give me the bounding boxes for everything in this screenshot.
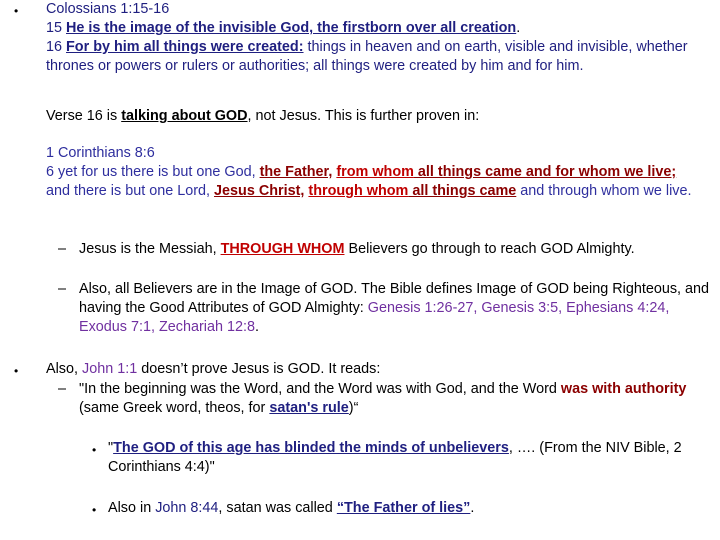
john-quote-close: )“ (348, 400, 359, 416)
bullet-marker: • (14, 4, 19, 18)
sub-bullet-marker: • (92, 443, 97, 457)
dash-marker: – (58, 281, 67, 297)
image-of-god-paragraph (79, 280, 711, 337)
dash-marker: – (58, 241, 67, 257)
verse-16-note-post: , not Jesus. This is further proven in: (247, 108, 480, 124)
john-pre: Also, (46, 361, 82, 377)
messiah-line (79, 240, 711, 259)
scripture-references[interactable]: Genesis 1:26-27, Genesis 3:5, Ephesians 4:24, Exodus 7:1, Zechariah 12:8 (79, 300, 670, 335)
corinthians-text: and through whom we live. (516, 183, 692, 199)
verse-16-note (46, 107, 711, 126)
all-things-came-2-link[interactable]: all things came (408, 183, 517, 199)
from-whom-link[interactable]: from whom (336, 164, 414, 180)
the-father-link[interactable]: the Father, (259, 164, 333, 180)
messiah-post: Believers go through to reach GOD Almighty. (344, 241, 635, 257)
verse-15-number: 15 (46, 20, 67, 36)
sub-bullet-marker: • (92, 503, 97, 517)
corinthians-passage (46, 144, 696, 201)
john844-end: . (470, 500, 475, 516)
verse-16-text: things in heaven and on earth, visible and invisible, whether thrones or powers or rulers or authorities; all things were created by him and for him. (46, 39, 688, 74)
colossians-reference: Colossians 1:15-16 (46, 1, 170, 17)
corinthians-reference: 1 Corinthians 8:6 (46, 145, 155, 161)
verse-16-link[interactable]: For by him all things were created: (66, 39, 304, 55)
jesus-christ-link[interactable]: Jesus Christ, (214, 183, 305, 199)
corinthians-text: and there is but one Lord, (46, 183, 215, 199)
god-of-this-age-link[interactable]: The GOD of this age has blinded the minds of unbelievers (113, 440, 509, 456)
john-quote-mid: (same Greek word, theos, for (79, 400, 270, 416)
niv-quote (108, 439, 711, 477)
image-of-god-end: . (255, 319, 259, 335)
niv-open: " (108, 440, 114, 456)
bullet-marker: • (14, 364, 19, 378)
talking-about-god-link[interactable]: talking about GOD (121, 108, 248, 124)
verse-15-link[interactable]: He is the image of the invisible God, the firstborn over all creation (66, 20, 517, 36)
john-post: doesn’t prove Jesus is GOD. It reads: (137, 361, 381, 377)
john-quote (79, 380, 711, 418)
satans-rule-link[interactable]: satan's rule (269, 400, 349, 416)
colossians-passage (46, 0, 711, 76)
father-of-lies-link[interactable]: “The Father of lies” (336, 500, 471, 516)
image-of-god-text: Also, all Believers are in the Image of GOD. The Bible defines Image of GOD being Righteous, and having the Good Attributes of GOD Almighty: (79, 281, 710, 316)
messiah-pre: Jesus is the Messiah, (79, 241, 221, 257)
john-1-1-line (46, 360, 711, 379)
through-whom-emphasis-link[interactable]: THROUGH WHOM (220, 241, 345, 257)
verse-15-end: . (516, 20, 521, 36)
john-quote-open: "In the beginning was the Word, and the Word was with God, and the Word (79, 381, 561, 397)
all-things-came-link[interactable]: all things came and for whom we live; (413, 164, 677, 180)
was-with-authority: was with authority (560, 381, 687, 397)
corinthians-text: 6 yet for us there is but one God, (46, 164, 260, 180)
verse-16-number: 16 (46, 39, 67, 55)
john844-pre: Also in (108, 500, 156, 516)
niv-rest: , …. (From the NIV Bible, 2 Corinthians 4:4)" (108, 440, 682, 475)
verse-16-note-pre: Verse 16 is (46, 108, 122, 124)
through-whom-link[interactable]: through whom (308, 183, 409, 199)
john-8-44-reference[interactable]: John 8:44 (155, 500, 219, 516)
dash-marker: – (58, 381, 67, 397)
john-8-44-line (108, 499, 711, 518)
john844-mid: , satan was called (218, 500, 337, 516)
john-1-1-reference[interactable]: John 1:1 (82, 361, 138, 377)
